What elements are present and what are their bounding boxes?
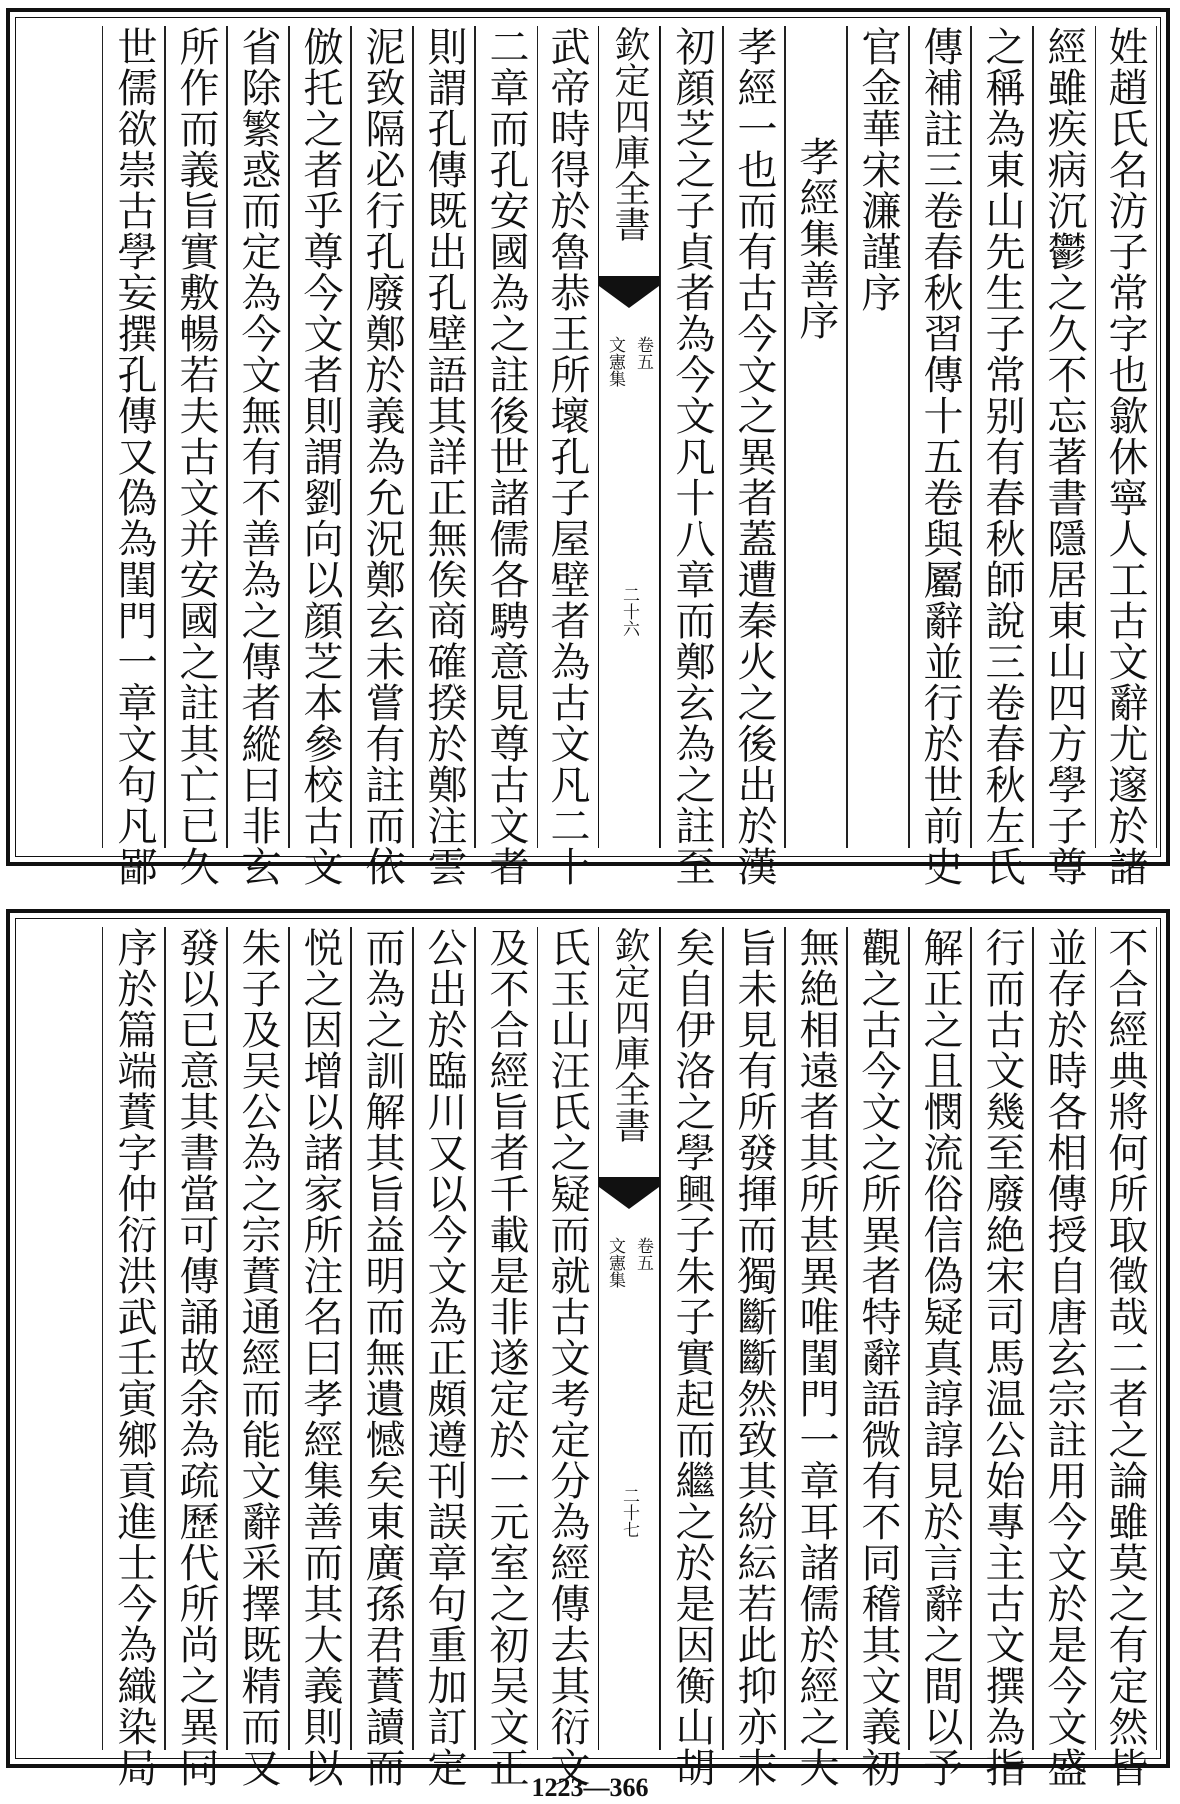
volume-label: 卷五 <box>633 1237 653 1271</box>
column-text: 序於篇端蕡字仲衍洪武壬寅鄉貢進士今為織染局 <box>111 927 157 1788</box>
text-column <box>784 26 848 848</box>
fishtail-mark-icon <box>599 1177 659 1217</box>
text-column <box>350 927 414 1788</box>
collection-title: 欽定四庫全書 <box>609 26 650 242</box>
column-text: 悦之因增以諸家所注名曰孝經集善而其大義則以 <box>297 927 343 1788</box>
text-column <box>164 26 228 887</box>
column-text: 武帝時得於魯恭王所壞孔子屋壁者為古文凡二十 <box>544 26 590 887</box>
text-column <box>784 927 848 1788</box>
column-text: 姓趙氏名汸子常字也歙休寧人工古文辭尤邃於諸 <box>1102 26 1148 887</box>
column-text: 二章而孔安國為之註後世諸儒各騁意見尊古文者 <box>483 26 529 887</box>
column-text: 並存於時各相傳授自唐玄宗註用今文於是今文盛 <box>1041 927 1087 1788</box>
column-text: 初顔芝之子貞者為今文凡十八章而鄭玄為之註至 <box>669 26 715 887</box>
column-text: 經雖疾病沉鬱之久不忘著書隱居東山四方學子尊 <box>1041 26 1087 887</box>
text-column <box>536 26 599 887</box>
column-text: 行而古文幾至廢絶宋司馬温公始專主古文撰為指 <box>979 927 1025 1788</box>
column-text: 發以已意其書當可傳誦故余為疏歷代所尚之異同 <box>173 927 219 1788</box>
text-column <box>970 26 1034 887</box>
top-page <box>6 8 1170 887</box>
column-text: 公出於臨川又以今文為正頗遵刊誤章句重加訂定 <box>421 927 467 1788</box>
column-text: 氏玉山汪氏之疑而就古文考定分為經傳去其衍文 <box>544 927 590 1788</box>
text-column <box>1032 927 1096 1788</box>
column-text: 官金華宋濂謹序 <box>855 26 901 313</box>
text-column <box>412 26 476 887</box>
text-column <box>1094 927 1157 1788</box>
text-column <box>846 927 910 1788</box>
column-text: 朱子及吴公為之宗蕡通經而能文辭采擇既精而又 <box>235 927 281 1788</box>
column-text: 旨未見有所發揮而獨斷斷然致其紛紜若此抑亦末 <box>731 927 777 1788</box>
column-text: 而為之訓解其旨益明而無遺憾矣東廣孫君蕡讀而 <box>359 927 405 1788</box>
column-text: 解正之且憫流俗信偽疑真諄諄見於言辭之間以予 <box>917 927 963 1788</box>
leaf-number: 二十七 <box>619 1487 639 1538</box>
volume-label: 卷五 <box>633 336 653 370</box>
center-fold-band <box>598 927 660 1750</box>
text-column <box>722 26 786 887</box>
column-text: 孝經一也而有古今文之異者蓋遭秦火之後出於漢 <box>731 26 777 887</box>
column-text: 省除繁惑而定為今文無有不善為之傳者縱曰非玄 <box>235 26 281 887</box>
column-text: 無絶相遠者其所甚異唯閨門一章耳諸儒於經之大 <box>793 927 839 1788</box>
column-text: 及不合經旨者千載是非遂定於一元室之初吴文正 <box>483 927 529 1788</box>
text-column <box>350 26 414 887</box>
text-column <box>226 927 290 1788</box>
text-column <box>908 26 972 887</box>
column-text: 傳補註三卷春秋習傳十五卷與屬辭並行於世前史 <box>917 26 963 887</box>
text-column <box>102 927 166 1788</box>
text-column <box>846 26 910 848</box>
book-title: 文憲集 <box>605 1237 625 1288</box>
collection-title: 欽定四庫全書 <box>609 927 650 1143</box>
text-column <box>970 927 1034 1788</box>
column-text: 倣托之者乎尊今文者則謂劉向以顔芝本參校古文 <box>297 26 343 887</box>
leaf-number: 二十六 <box>619 586 639 637</box>
text-column <box>660 26 724 887</box>
column-text: 泥致隔必行孔廢鄭於義為允況鄭玄未嘗有註而依 <box>359 26 405 887</box>
text-column <box>722 927 786 1788</box>
column-text: 孝經集善序 <box>793 136 839 341</box>
column-text: 矣自伊洛之學興子朱子實起而繼之於是因衡山胡 <box>669 927 715 1788</box>
text-column <box>536 927 599 1788</box>
text-column <box>474 26 538 887</box>
text-column <box>164 927 228 1788</box>
text-column <box>226 26 290 887</box>
text-column <box>102 26 166 887</box>
column-text: 之稱為東山先生子常别有春秋師說三卷春秋左氏 <box>979 26 1025 887</box>
book-title: 文憲集 <box>605 336 625 387</box>
fishtail-mark-icon <box>599 276 659 316</box>
text-column <box>412 927 476 1788</box>
text-column <box>474 927 538 1788</box>
column-text: 觀之古今文之所異者特辭語微有不同稽其文義初 <box>855 927 901 1788</box>
text-column <box>908 927 972 1788</box>
column-text: 所作而義旨實敷暢若夫古文并安國之註其亡已久 <box>173 26 219 887</box>
text-column <box>288 26 352 887</box>
column-text: 不合經典將何所取徵哉二者之論雖莫之有定然皆 <box>1102 927 1148 1788</box>
column-text: 世儒欲崇古學妄撰孔傳又偽為閨門一章文句凡鄙 <box>111 26 157 887</box>
text-column <box>1032 26 1096 887</box>
text-column <box>660 927 724 1788</box>
page-footer-number: 1223—366 <box>531 1773 649 1802</box>
center-fold-band <box>598 26 660 848</box>
text-column <box>1094 26 1157 887</box>
text-column <box>288 927 352 1788</box>
column-text: 則謂孔傳既出孔壁語其詳正無俟商確揆於鄭注雲 <box>421 26 467 887</box>
